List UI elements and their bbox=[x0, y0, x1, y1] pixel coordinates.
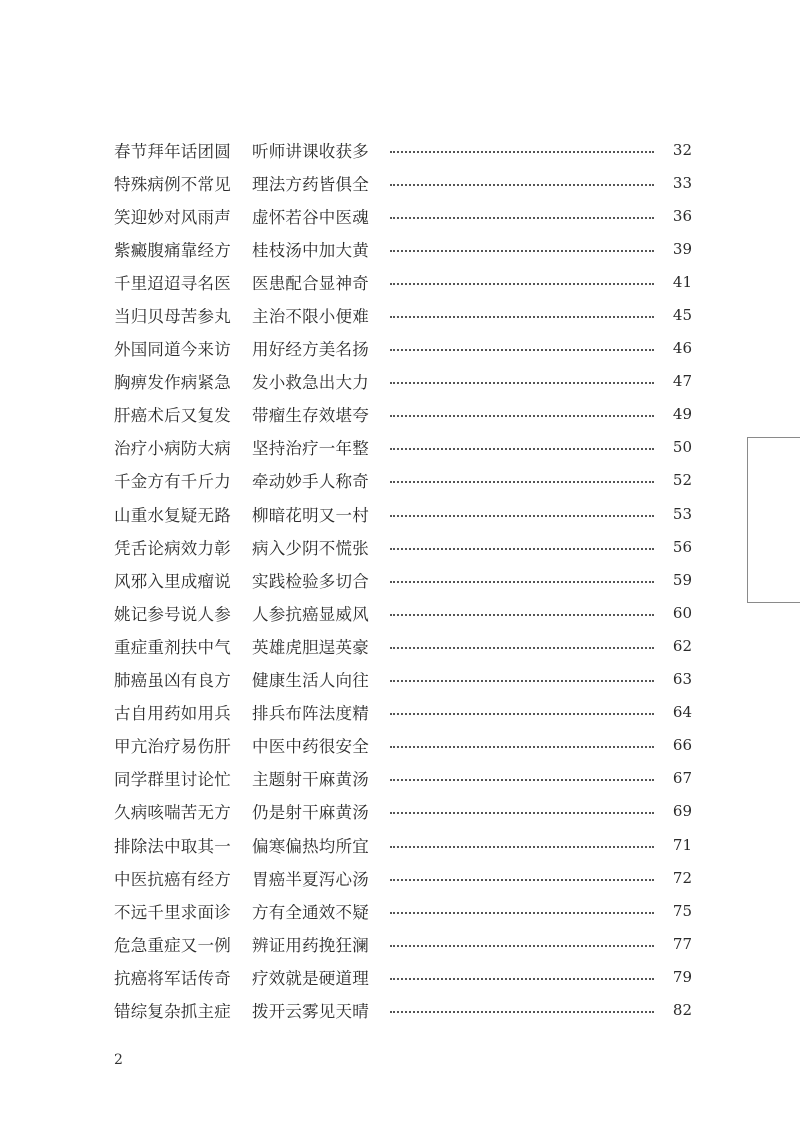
toc-entry-title-second: 拨开云雾见天晴 bbox=[252, 1001, 369, 1021]
toc-dot-leader bbox=[390, 382, 654, 384]
toc-entry bbox=[114, 199, 692, 232]
toc-entry-title-second: 坚持治疗一年整 bbox=[252, 439, 369, 459]
toc-dot-leader bbox=[390, 978, 654, 980]
toc-entry-title-second: 病入少阴不慌张 bbox=[252, 538, 369, 558]
toc-entry-page-number: 77 bbox=[672, 934, 692, 953]
toc-dot-leader bbox=[390, 283, 654, 285]
toc-dot-leader bbox=[390, 415, 654, 417]
toc-entry-page-number: 56 bbox=[672, 537, 692, 556]
toc-entry-page-number: 45 bbox=[672, 306, 692, 325]
toc-entry-title-second: 偏寒偏热均所宜 bbox=[252, 836, 369, 856]
toc-entry-title-first: 春节拜年话团圆 bbox=[114, 141, 231, 161]
toc-dot-leader bbox=[390, 448, 654, 450]
toc-entry bbox=[114, 365, 692, 398]
toc-entry-title-second: 胃癌半夏泻心汤 bbox=[252, 869, 369, 889]
toc-entry-title-first: 肝癌术后又复发 bbox=[114, 406, 231, 426]
toc-entry bbox=[114, 629, 692, 662]
toc-entry bbox=[114, 431, 692, 464]
toc-entry-title-second: 柳暗花明又一村 bbox=[252, 505, 369, 525]
toc-entry bbox=[114, 464, 692, 497]
toc-entry bbox=[114, 795, 692, 828]
toc-dot-leader bbox=[390, 614, 654, 616]
toc-entry-page-number: 62 bbox=[672, 636, 692, 655]
toc-entry-title-second: 带瘤生存效堪夸 bbox=[252, 406, 369, 426]
toc-entry bbox=[114, 960, 692, 993]
toc-dot-leader bbox=[390, 746, 654, 748]
toc-entry-page-number: 72 bbox=[672, 868, 692, 887]
toc-entry-title-second: 疗效就是硬道理 bbox=[252, 968, 369, 988]
toc-entry bbox=[114, 993, 692, 1026]
toc-entry bbox=[114, 861, 692, 894]
toc-entry bbox=[114, 497, 692, 530]
toc-entry-title-second: 主治不限小便难 bbox=[252, 307, 369, 327]
toc-entry bbox=[114, 696, 692, 729]
toc-entry-title-second: 听师讲课收获多 bbox=[252, 141, 369, 161]
toc-entry-page-number: 46 bbox=[672, 339, 692, 358]
toc-entry-title-first: 治疗小病防大病 bbox=[114, 439, 231, 459]
toc-entry-page-number: 39 bbox=[672, 239, 692, 258]
toc-entry bbox=[114, 828, 692, 861]
toc-dot-leader bbox=[390, 217, 654, 219]
toc-entry-page-number: 52 bbox=[672, 471, 692, 490]
toc-entry-title-first: 肺癌虽凶有良方 bbox=[114, 671, 231, 691]
toc-dot-leader bbox=[390, 779, 654, 781]
toc-entry-page-number: 75 bbox=[672, 901, 692, 920]
toc-entry-title-first: 危急重症又一例 bbox=[114, 935, 231, 955]
toc-entry-page-number: 82 bbox=[672, 1000, 692, 1019]
toc-entry bbox=[114, 663, 692, 696]
toc-entry-title-second: 健康生活人向往 bbox=[252, 671, 369, 691]
toc-entry-page-number: 66 bbox=[672, 736, 692, 755]
toc-entry-title-second: 主题射干麻黄汤 bbox=[252, 770, 369, 790]
toc-entry-title-first: 姚记参号说人参 bbox=[114, 604, 231, 624]
toc-entry-title-first: 外国同道今来访 bbox=[114, 340, 231, 360]
toc-entry-page-number: 63 bbox=[672, 670, 692, 689]
toc-dot-leader bbox=[390, 515, 654, 517]
toc-dot-leader bbox=[390, 647, 654, 649]
toc-entry bbox=[114, 927, 692, 960]
toc-entry-page-number: 33 bbox=[672, 173, 692, 192]
toc-entry-title-first: 山重水复疑无路 bbox=[114, 505, 231, 525]
chapter-edge-tab bbox=[747, 437, 800, 603]
toc-dot-leader bbox=[390, 250, 654, 252]
toc-entry-title-second: 实践检验多切合 bbox=[252, 571, 369, 591]
toc-entry-page-number: 67 bbox=[672, 769, 692, 788]
toc-entry bbox=[114, 298, 692, 331]
toc-entry-title-second: 虚怀若谷中医魂 bbox=[252, 207, 369, 227]
toc-entry-page-number: 60 bbox=[672, 603, 692, 622]
toc-entry-title-second: 排兵布阵法度精 bbox=[252, 704, 369, 724]
toc-entry-page-number: 79 bbox=[672, 967, 692, 986]
toc-entry-title-first: 甲亢治疗易伤肝 bbox=[114, 737, 231, 757]
toc-entry-title-first: 紫癜腹痛靠经方 bbox=[114, 240, 231, 260]
toc-entry-title-second: 方有全通效不疑 bbox=[252, 902, 369, 922]
toc-entry bbox=[114, 762, 692, 795]
toc-entry-title-second: 桂枝汤中加大黄 bbox=[252, 240, 369, 260]
toc-entry-title-first: 中医抗癌有经方 bbox=[114, 869, 231, 889]
toc-entry bbox=[114, 398, 692, 431]
toc-entry-title-first: 千里迢迢寻名医 bbox=[114, 273, 231, 293]
toc-dot-leader bbox=[390, 151, 654, 153]
toc-entry-page-number: 71 bbox=[672, 835, 692, 854]
toc-entry-title-first: 重症重剂扶中气 bbox=[114, 637, 231, 657]
toc-entry bbox=[114, 530, 692, 563]
toc-entry-title-first: 当归贝母苦参丸 bbox=[114, 307, 231, 327]
toc-entry-title-first: 特殊病例不常见 bbox=[114, 174, 231, 194]
toc-entry-title-first: 排除法中取其一 bbox=[114, 836, 231, 856]
table-of-contents bbox=[114, 133, 692, 1027]
toc-entry-title-first: 千金方有千斤力 bbox=[114, 472, 231, 492]
toc-entry bbox=[114, 332, 692, 365]
toc-entry-title-first: 笑迎妙对风雨声 bbox=[114, 207, 231, 227]
toc-entry-page-number: 47 bbox=[672, 372, 692, 391]
toc-entry-title-second: 用好经方美名扬 bbox=[252, 340, 369, 360]
toc-entry-title-first: 胸痹发作病紧急 bbox=[114, 373, 231, 393]
toc-dot-leader bbox=[390, 581, 654, 583]
toc-entry bbox=[114, 563, 692, 596]
toc-dot-leader bbox=[390, 349, 654, 351]
toc-entry bbox=[114, 894, 692, 927]
toc-entry-title-second: 仍是射干麻黄汤 bbox=[252, 803, 369, 823]
toc-entry bbox=[114, 133, 692, 166]
toc-entry-title-first: 风邪入里成瘤说 bbox=[114, 571, 231, 591]
toc-entry-title-second: 英雄虎胆逞英豪 bbox=[252, 637, 369, 657]
toc-entry bbox=[114, 232, 692, 265]
toc-dot-leader bbox=[390, 481, 654, 483]
toc-entry-title-second: 人参抗癌显威风 bbox=[252, 604, 369, 624]
toc-entry-title-second: 辨证用药挽狂澜 bbox=[252, 935, 369, 955]
toc-entry-title-first: 古自用药如用兵 bbox=[114, 704, 231, 724]
toc-entry-title-first: 同学群里讨论忙 bbox=[114, 770, 231, 790]
toc-entry-page-number: 49 bbox=[672, 405, 692, 424]
toc-entry-page-number: 41 bbox=[672, 272, 692, 291]
toc-entry-title-second: 发小救急出大力 bbox=[252, 373, 369, 393]
toc-dot-leader bbox=[390, 879, 654, 881]
toc-entry-page-number: 59 bbox=[672, 570, 692, 589]
toc-entry-page-number: 64 bbox=[672, 703, 692, 722]
toc-entry-title-second: 理法方药皆俱全 bbox=[252, 174, 369, 194]
toc-dot-leader bbox=[390, 945, 654, 947]
toc-entry-title-first: 抗癌将军话传奇 bbox=[114, 968, 231, 988]
toc-entry-title-first: 不远千里求面诊 bbox=[114, 902, 231, 922]
toc-dot-leader bbox=[390, 680, 654, 682]
toc-entry bbox=[114, 166, 692, 199]
toc-dot-leader bbox=[390, 846, 654, 848]
toc-entry-page-number: 32 bbox=[672, 140, 692, 159]
toc-dot-leader bbox=[390, 713, 654, 715]
toc-entry-page-number: 53 bbox=[672, 504, 692, 523]
toc-dot-leader bbox=[390, 548, 654, 550]
toc-dot-leader bbox=[390, 184, 654, 186]
toc-entry-title-second: 牵动妙手人称奇 bbox=[252, 472, 369, 492]
toc-entry bbox=[114, 596, 692, 629]
toc-entry-title-first: 凭舌论病效力彰 bbox=[114, 538, 231, 558]
toc-dot-leader bbox=[390, 316, 654, 318]
toc-dot-leader bbox=[390, 1011, 654, 1013]
toc-entry bbox=[114, 265, 692, 298]
toc-entry-title-first: 错综复杂抓主症 bbox=[114, 1001, 231, 1021]
page-number: 2 bbox=[114, 1052, 123, 1068]
toc-entry-title-second: 医患配合显神奇 bbox=[252, 273, 369, 293]
toc-entry-page-number: 50 bbox=[672, 438, 692, 457]
toc-entry bbox=[114, 729, 692, 762]
toc-entry-title-first: 久病咳喘苦无方 bbox=[114, 803, 231, 823]
toc-entry-page-number: 69 bbox=[672, 802, 692, 821]
toc-entry-title-second: 中医中药很安全 bbox=[252, 737, 369, 757]
toc-dot-leader bbox=[390, 912, 654, 914]
toc-dot-leader bbox=[390, 812, 654, 814]
toc-entry-page-number: 36 bbox=[672, 206, 692, 225]
